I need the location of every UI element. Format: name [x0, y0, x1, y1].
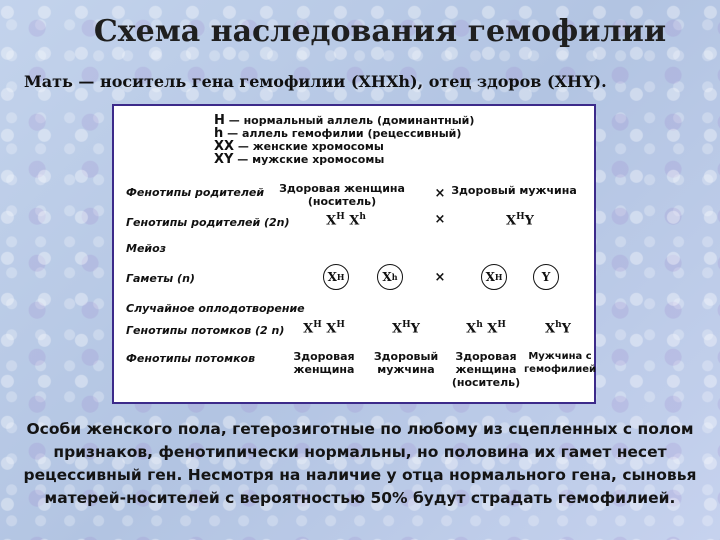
offspring-genotype: $X^HY$	[392, 320, 420, 337]
gamete-circle: X H	[481, 264, 507, 290]
row-label-offspring-phenotypes: Фенотипы потомков	[126, 352, 256, 365]
offspring-phenotype: Здоровый мужчина	[373, 350, 439, 376]
gamete-circle: Y	[533, 264, 559, 290]
legend-item: H — нормальный аллель (доминантный)	[214, 113, 475, 128]
slide-subtitle: Мать — носитель гена гемофилии (XHXh), отец здоров (XHY).	[24, 72, 607, 91]
offspring-phenotype: Здоровая женщина	[293, 350, 355, 376]
row-label-gametes: Гаметы (n)	[126, 272, 195, 285]
legend-item: XX — женские хромосомы	[214, 139, 384, 154]
offspring-genotype: $X^h$ $X^H$	[466, 320, 506, 337]
explanation-text: Особи женского пола, гетерозиготные по любому из сцепленных с полом признаков, фенотипически нормальны, но половина их гамет несет рецессивный ген. Несмотря на наличие у отца нормального гена, сыновья матерей-носителей с вероятностью 50% будут страдать гемофилией.	[23, 420, 697, 507]
cross-symbol: ×	[434, 212, 446, 227]
row-label-meiosis: Мейоз	[126, 242, 167, 255]
gamete-circle: X h	[377, 264, 403, 290]
offspring-phenotype: Здоровая женщина (носитель)	[451, 350, 521, 389]
inheritance-scheme	[112, 104, 596, 404]
legend-item: XY — мужские хромосомы	[214, 152, 385, 167]
cross-symbol: ×	[434, 186, 446, 201]
gamete-circle: X H	[323, 264, 349, 290]
row-label-parent-genotypes: Генотипы родителей (2n)	[126, 216, 290, 229]
slide-title: Схема наследования гемофилии	[93, 14, 667, 49]
father-genotype: $X^HY$	[506, 212, 534, 229]
offspring-phenotype: Мужчина с гемофилией	[523, 351, 597, 375]
row-label-fertilization: Случайное оплодотворение	[126, 302, 305, 315]
row-label-offspring-genotypes: Генотипы потомков (2 n)	[126, 324, 285, 337]
mother-genotype: $X^H$ $X^h$	[326, 212, 366, 229]
offspring-genotype: $X^H$ $X^H$	[303, 320, 345, 337]
legend	[214, 114, 474, 166]
father-phenotype: Здоровый мужчина	[451, 184, 577, 197]
legend-item: h — аллель гемофилии (рецессивный)	[214, 126, 462, 141]
mother-phenotype: Здоровая женщина (носитель)	[279, 182, 405, 208]
row-label-parent-phenotypes: Фенотипы родителей	[126, 186, 265, 199]
offspring-genotype: $X^hY$	[545, 320, 571, 337]
cross-symbol: ×	[434, 270, 446, 285]
